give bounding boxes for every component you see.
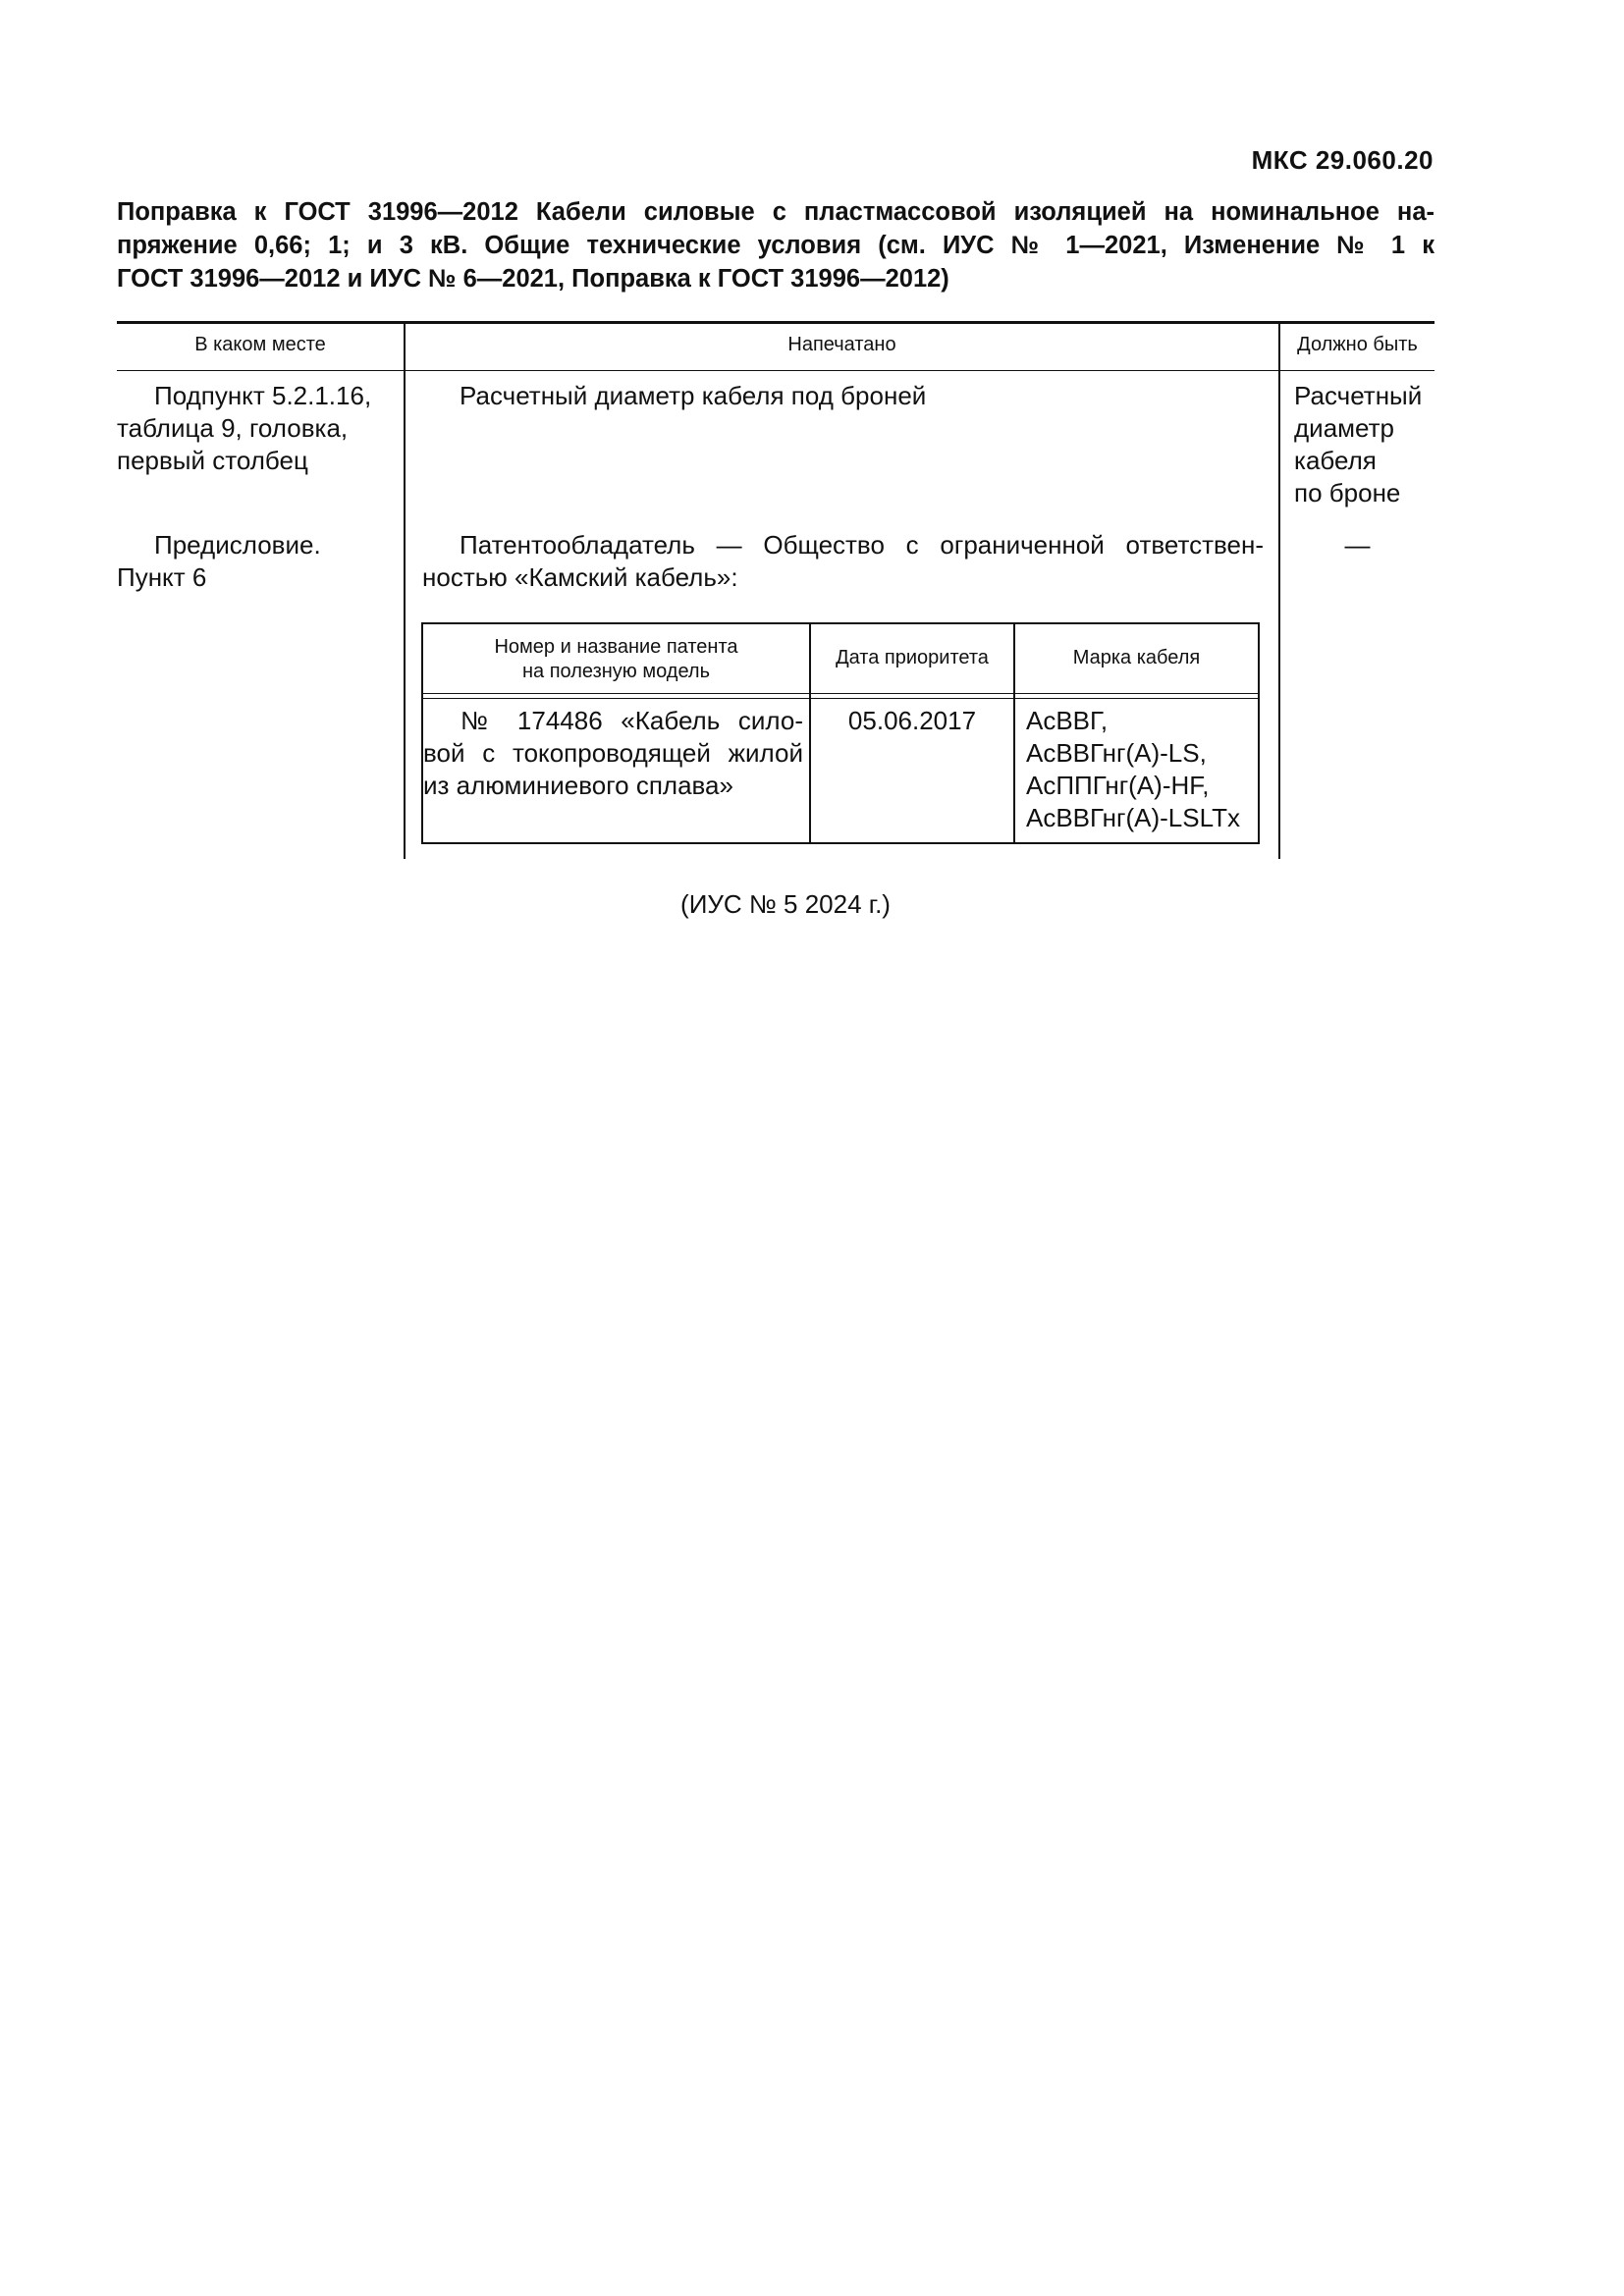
row2-printed-line: ностью «Камский кабель»: — [422, 562, 738, 592]
patent-number-line: из алюминиевого сплава» — [423, 771, 733, 800]
row2-should-be: — — [1344, 530, 1371, 560]
patent-header-line: Номер и название патента — [494, 636, 738, 658]
row2-printed — [422, 529, 1264, 594]
row2-printed-line: Патентообладатель — Общество с ограниченной ответствен- — [460, 530, 1264, 560]
patent-brand-cell — [1026, 705, 1258, 834]
row2-where — [117, 529, 397, 594]
table-top-rule — [117, 321, 1435, 324]
row1-should-line: Расчетный — [1294, 381, 1423, 410]
patent-header-rule — [423, 698, 1258, 699]
row2-where-line: Предисловие. — [154, 530, 321, 560]
row1-should-line: по броне — [1294, 478, 1401, 507]
title-line: Поправка к ГОСТ 31996—2012 Кабели силовые с пластмассовой изоляцией на номинальное на- — [117, 198, 1435, 226]
row1-should-line: кабеля — [1294, 446, 1377, 475]
header-should-be: Должно быть — [1297, 334, 1418, 355]
patent-number-line: № 174486 «Кабель сило- — [460, 706, 803, 735]
row1-where-line: Подпункт 5.2.1.16, — [154, 381, 372, 410]
row1-where-line: таблица 9, головка, — [117, 413, 349, 443]
column-divider — [1278, 321, 1280, 859]
table-header-rule — [117, 370, 1435, 371]
column-divider — [404, 321, 406, 859]
row2-where-line: Пункт 6 — [117, 562, 207, 592]
patent-priority-cell: 05.06.2017 — [847, 706, 977, 735]
patent-header-line: на полезную модель — [521, 661, 710, 682]
patent-table — [421, 622, 1260, 844]
header-where: В каком месте — [194, 334, 326, 355]
row1-where-line: первый столбец — [117, 446, 308, 475]
title-line: пряжение 0,66; 1; и 3 кВ. Общие технические условия (см. ИУС № 1—2021, Изменение № 1 к — [117, 232, 1435, 259]
patent-header-brand: Марка кабеля — [1072, 647, 1201, 668]
patent-header-rule — [423, 693, 1258, 694]
patent-brand-line: АсВВГнг(А)-LS, — [1026, 738, 1207, 768]
patent-header-priority: Дата приоритета — [836, 647, 989, 668]
patent-number-line: вой с токопроводящей жилой — [423, 738, 803, 768]
patent-header-number — [423, 635, 809, 684]
row1-where — [117, 380, 397, 477]
row1-should-be — [1294, 380, 1432, 509]
mks-code: МКС 29.060.20 — [1251, 145, 1434, 175]
patent-brand-line: АсВВГ, — [1026, 706, 1109, 735]
title-line: ГОСТ 31996—2012 и ИУС № 6—2021, Поправка к ГОСТ 31996—2012) — [117, 265, 949, 293]
row1-should-line: диаметр — [1294, 413, 1394, 443]
patent-number-cell — [423, 705, 803, 802]
patent-brand-line: АсППГнг(А)-HF, — [1026, 771, 1210, 800]
document-title — [117, 195, 1435, 295]
patent-brand-line: АсВВГнг(А)-LSLTx — [1026, 803, 1241, 832]
source-footer: (ИУС № 5 2024 г.) — [680, 889, 891, 919]
row1-printed: Расчетный диаметр кабеля под броней — [460, 381, 927, 410]
header-printed: Напечатано — [787, 334, 896, 355]
